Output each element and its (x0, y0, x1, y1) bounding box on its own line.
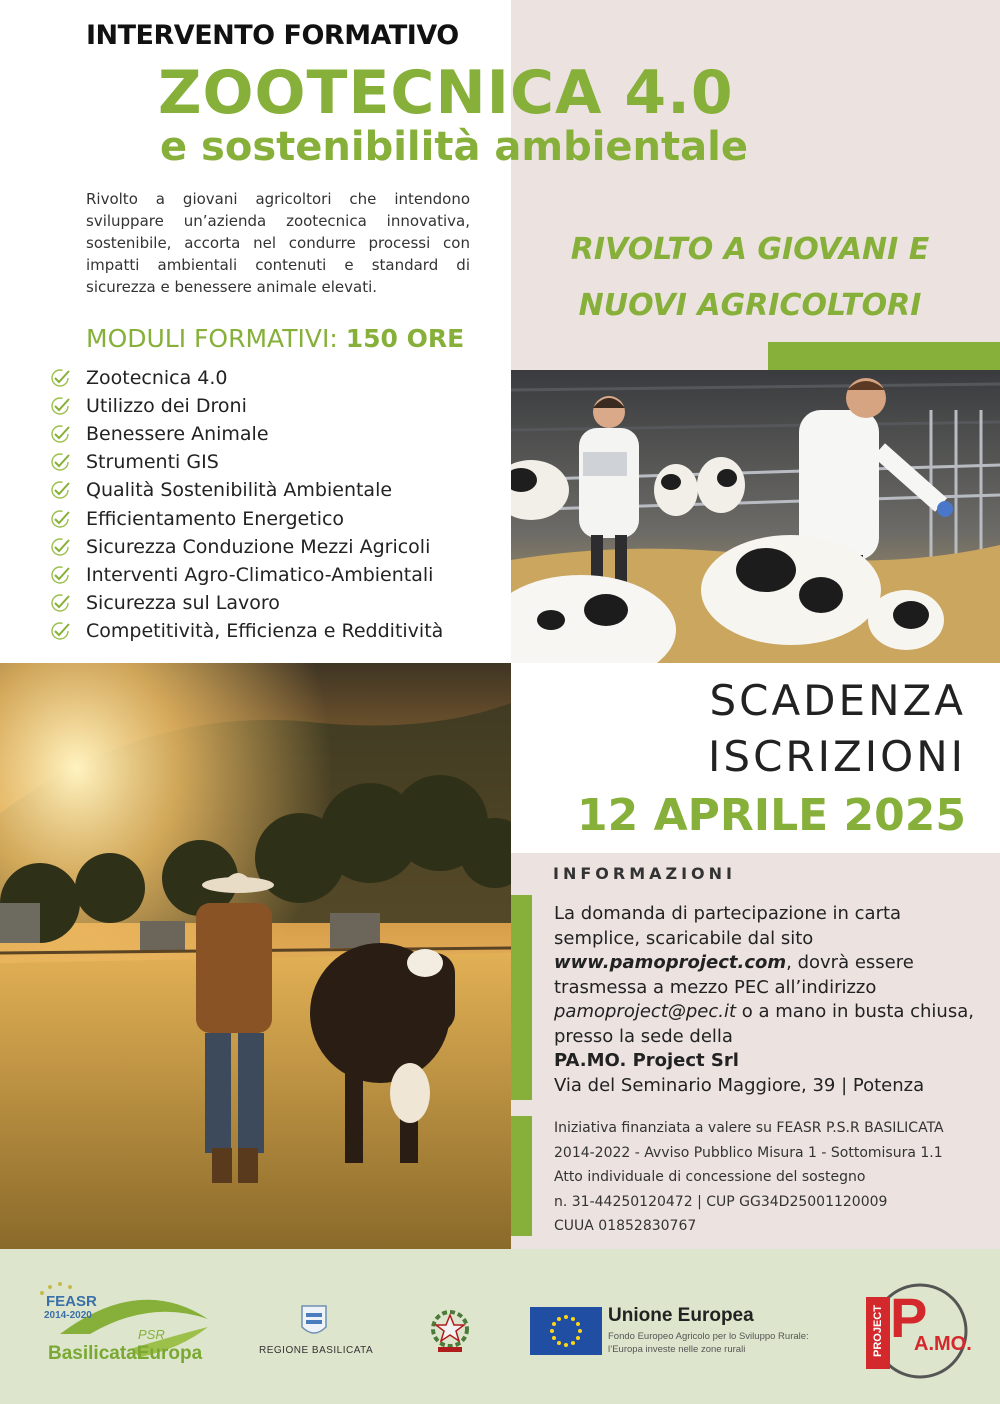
target-line-2: NUOVI AGRICOLTORI (578, 288, 922, 323)
check-icon (50, 536, 72, 558)
check-icon (50, 367, 72, 389)
pec-address[interactable]: pamoproject@pec.it (554, 1001, 737, 1022)
regione-label: REGIONE BASILICATA (259, 1345, 374, 1356)
module-label: Sicurezza sul Lavoro (86, 591, 280, 614)
funding-line: Atto individuale di concessione del sostegno (554, 1169, 866, 1185)
list-item (50, 448, 443, 476)
pamo-amo-letters: A.MO. (914, 1333, 972, 1355)
module-label: Benessere Animale (86, 423, 269, 446)
module-label: Competitività, Efficienza e Redditività (86, 619, 444, 642)
check-icon (50, 395, 72, 417)
pamo-project-label: PROJECT (871, 1305, 884, 1357)
regione-basilicata-logo (250, 1305, 380, 1365)
module-label: Sicurezza Conduzione Mezzi Agricoli (86, 535, 431, 558)
page-subtitle: e sostenibilità ambientale (160, 124, 748, 170)
intro-paragraph: Rivolto a giovani agricoltori che intendono sviluppare un’azienda zootecnica innovativa, sostenibile, accorta nel condurre processi con impatti ambientali contenuti e standard di sicurezza e benessere animale elevati. (86, 190, 470, 296)
modules-list (50, 364, 443, 645)
list-item (50, 392, 443, 420)
deadline-line-2: ISCRIZIONI (708, 732, 966, 781)
module-label: Interventi Agro-Climatico-Ambientali (86, 563, 434, 586)
kicker-heading: INTERVENTO FORMATIVO (86, 20, 459, 51)
eu-subtitle-1: Fondo Europeo Agricolo per lo Sviluppo Rurale: (608, 1331, 809, 1342)
list-item (50, 561, 443, 589)
info-text (554, 902, 984, 1098)
field-illustration (0, 663, 511, 1249)
eu-logo (530, 1307, 850, 1359)
eu-flag-icon (530, 1307, 602, 1355)
list-item (50, 589, 443, 617)
deadline-line-1: SCADENZA (709, 676, 966, 725)
info-text-part-2: , dovrà essere trasmessa a mezzo PEC all’indirizzo (554, 952, 914, 998)
footer-logos (0, 1249, 1000, 1404)
check-icon (50, 564, 72, 586)
target-audience (520, 222, 980, 334)
check-icon (50, 592, 72, 614)
photo-farmer-cow-sunset (0, 663, 511, 1249)
company-name: PA.MO. Project Srl (554, 1050, 739, 1071)
green-accent-bar-top (768, 342, 1000, 370)
basilicata-europa-label: BasilicataEuropa (48, 1343, 203, 1364)
list-item (50, 504, 443, 532)
barn-illustration (511, 370, 1000, 663)
modules-heading (86, 324, 464, 353)
funding-line: CUUA 01852830767 (554, 1218, 697, 1234)
company-address: Via del Seminario Maggiore, 39 | Potenza (554, 1074, 925, 1096)
feasr-logo (30, 1279, 220, 1379)
target-line-1: RIVOLTO A GIOVANI E (570, 232, 930, 267)
check-icon (50, 423, 72, 445)
green-accent-bar-funding (511, 1116, 532, 1236)
check-icon (50, 451, 72, 473)
website-link[interactable]: www.pamoproject.com (554, 952, 787, 973)
check-icon (50, 479, 72, 501)
check-icon (50, 508, 72, 530)
info-text-part-3: o a mano in busta chiusa, presso la sede della (554, 1001, 974, 1047)
psr-label: PSR (138, 1327, 165, 1342)
page-title: ZOOTECNICA 4.0 (158, 58, 734, 128)
modules-heading-label: MODULI FORMATIVI: (86, 324, 338, 353)
module-label: Strumenti GIS (86, 451, 219, 474)
pamo-p-letter: P (890, 1286, 928, 1349)
eu-subtitle-2: l’Europa investe nelle zone rurali (608, 1344, 746, 1355)
list-item (50, 617, 443, 645)
regione-crest-icon (301, 1305, 327, 1339)
check-icon (50, 620, 72, 642)
info-text-part-1: La domanda di partecipazione in carta semplice, scaricabile dal sito (554, 903, 902, 949)
list-item (50, 476, 443, 504)
module-label: Efficientamento Energetico (86, 507, 345, 530)
module-label: Qualità Sostenibilità Ambientale (86, 479, 393, 502)
list-item (50, 420, 443, 448)
list-item (50, 364, 443, 392)
module-label: Zootecnica 4.0 (86, 367, 228, 390)
funding-line: Iniziativa finanziata a valere su FEASR P.S.R BASILICATA (554, 1120, 944, 1136)
feasr-label: FEASR (46, 1293, 97, 1310)
funding-line: 2014-2022 - Avviso Pubblico Misura 1 - Sottomisura 1.1 (554, 1144, 943, 1161)
funding-line: n. 31-44250120472 | CUP GG34D25001120009 (554, 1193, 888, 1210)
green-accent-bar-info (511, 895, 532, 1100)
module-label: Utilizzo dei Droni (86, 395, 247, 418)
italian-republic-emblem-icon (428, 1307, 472, 1355)
photo-veterinarians-calves (511, 370, 1000, 663)
feasr-years: 2014-2020 (44, 1310, 92, 1321)
modules-hours: 150 ORE (345, 324, 465, 353)
funding-notice (554, 1116, 994, 1239)
pamo-project-logo (862, 1283, 970, 1379)
list-item (50, 533, 443, 561)
info-heading: INFORMAZIONI (553, 864, 736, 883)
deadline-date: 12 APRILE 2025 (577, 790, 966, 841)
eu-title: Unione Europea (608, 1305, 754, 1326)
